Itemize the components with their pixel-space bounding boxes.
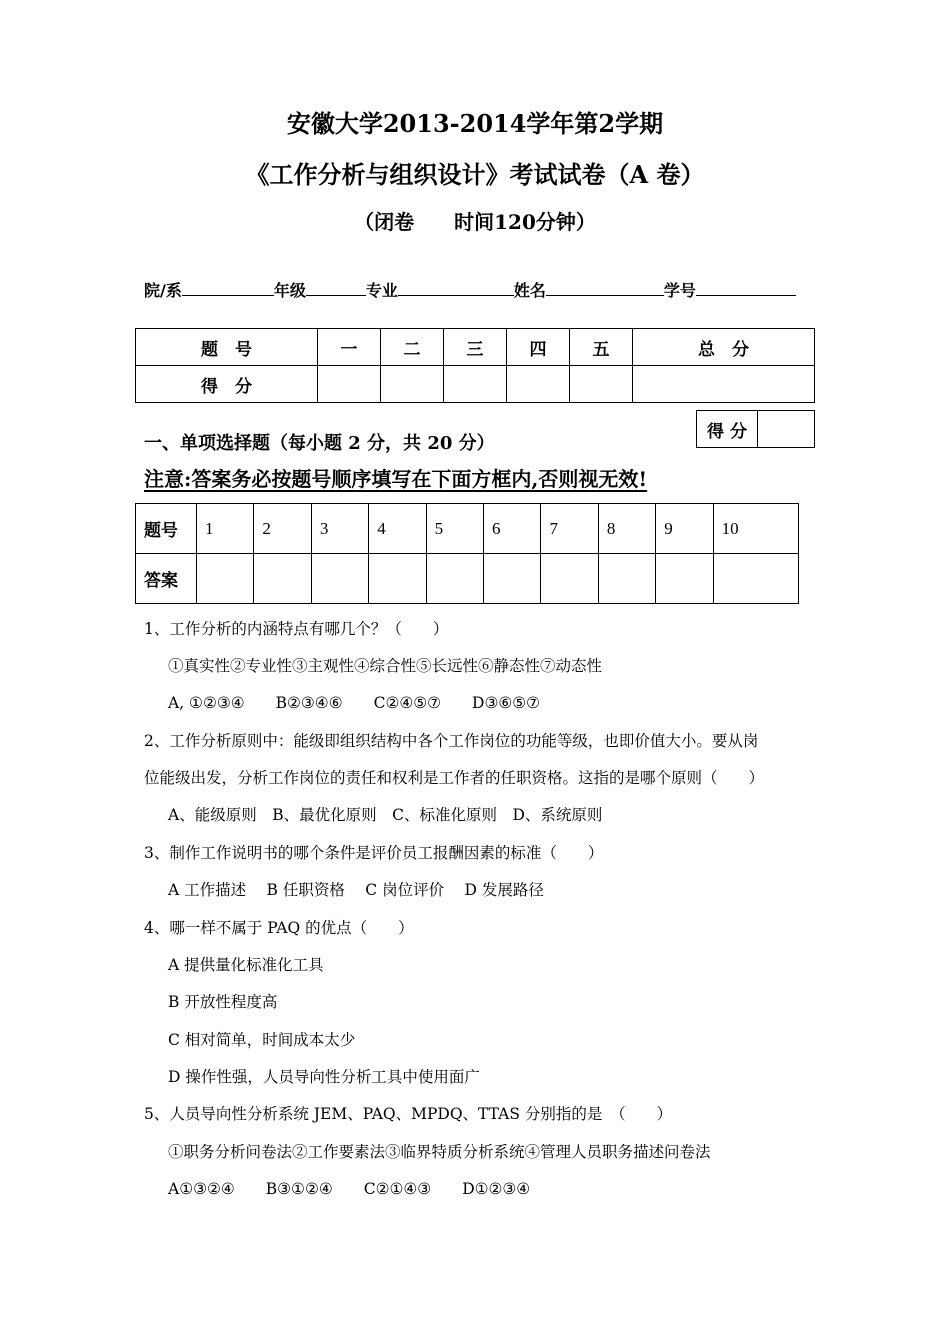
exam-title-course: 《工作分析与组织设计》考试试卷（A 卷） (245, 160, 705, 189)
answer-notice: 注意:答案务必按题号顺序填写在下面方框内,否则视无效! (144, 467, 648, 491)
question-5-options: A①③②④ B③①②④ C②①④③ D①②③④ (168, 1180, 531, 1198)
answer-cell[interactable] (713, 554, 798, 604)
student-info-row (144, 278, 796, 301)
section1-score-box (696, 410, 815, 448)
section1-score-label: 得 分 (697, 411, 758, 448)
score-cell[interactable] (507, 366, 570, 403)
answer-number-cell: 10 (713, 504, 798, 554)
question-1-stem: 1、工作分析的内涵特点有哪几个？（ ） (144, 620, 449, 638)
student-id-field[interactable] (696, 279, 796, 296)
answer-number-cell: 3 (311, 504, 368, 554)
question-4-stem: 4、哪一样不属于 PAQ 的优点（ ） (144, 919, 414, 937)
grade-label: 年级 (273, 281, 306, 300)
name-field[interactable] (546, 279, 664, 296)
question-5-stem: 5、人员导向性分析系统 JEM、PAQ、MPDQ、TTAS 分别指的是 （ ） (144, 1105, 673, 1123)
name-label: 姓名 (513, 281, 546, 300)
score-header-cell: 三 (444, 329, 507, 366)
answer-cell[interactable] (254, 554, 311, 604)
question-2-options: A、能级原则 B、最优化原则 C、标准化原则 D、系统原则 (168, 806, 603, 824)
question-4-option-a: A 提供量化标准化工具 (168, 956, 324, 974)
major-field[interactable] (398, 279, 514, 296)
score-table (135, 328, 815, 403)
score-header-cell: 二 (381, 329, 444, 366)
student-id-label: 学号 (663, 281, 696, 300)
answer-number-cell: 1 (197, 504, 254, 554)
answer-number-label: 题号 (136, 504, 197, 554)
score-header-cell: 一 (318, 329, 381, 366)
answer-number-cell: 6 (484, 504, 541, 554)
answer-table (135, 503, 799, 604)
answer-number-cell: 9 (656, 504, 713, 554)
question-1-detail: ①真实性②专业性③主观性④综合性⑤长远性⑥静态性⑦动态性 (168, 657, 603, 675)
answer-number-cell: 4 (369, 504, 426, 554)
question-4-option-c: C 相对简单，时间成本太少 (168, 1031, 356, 1049)
score-header-cell: 题 号 (136, 329, 318, 366)
answer-table-number-row (136, 504, 799, 554)
answer-table-answer-row (136, 554, 799, 604)
answer-number-cell: 5 (426, 504, 483, 554)
major-label: 专业 (365, 281, 398, 300)
answer-cell[interactable] (369, 554, 426, 604)
answer-cell[interactable] (197, 554, 254, 604)
dept-label: 院/系 (144, 281, 182, 300)
question-4-option-b: B 开放性程度高 (168, 993, 278, 1011)
answer-row-label: 答案 (136, 554, 197, 604)
score-cell[interactable] (570, 366, 633, 403)
section1-score-cell[interactable] (758, 411, 815, 448)
dept-field[interactable] (182, 279, 274, 296)
question-1-options: A, ①②③④ B②③④⑥ C②④⑤⑦ D③⑥⑤⑦ (168, 694, 541, 712)
section1-title: 一、单项选择题（每小题 2 分，共 20 分） (144, 433, 495, 454)
score-header-cell: 总 分 (633, 329, 815, 366)
score-cell[interactable] (633, 366, 815, 403)
question-2-stem-line1: 2、工作分析原则中：能级即组织结构中各个工作岗位的功能等级，也即价值大小。要从岗 (144, 732, 759, 750)
question-5-detail: ①职务分析问卷法②工作要素法③临界特质分析系统④管理人员职务描述问卷法 (168, 1143, 711, 1161)
question-3-stem: 3、制作工作说明书的哪个条件是评价员工报酬因素的标准（ ） (144, 844, 604, 862)
answer-number-cell: 7 (541, 504, 598, 554)
answer-cell[interactable] (541, 554, 598, 604)
answer-cell[interactable] (598, 554, 655, 604)
question-4-option-d: D 操作性强，人员导向性分析工具中使用面广 (168, 1068, 480, 1086)
exam-title-format: （闭卷 时间120分钟） (354, 210, 596, 234)
answer-cell[interactable] (426, 554, 483, 604)
score-table-header-row (136, 329, 815, 366)
score-table-score-row (136, 366, 815, 403)
question-3-options: A 工作描述 B 任职资格 C 岗位评价 D 发展路径 (168, 881, 544, 899)
score-header-cell: 四 (507, 329, 570, 366)
score-row-label: 得 分 (136, 366, 318, 403)
score-cell[interactable] (444, 366, 507, 403)
grade-field[interactable] (306, 279, 366, 296)
answer-cell[interactable] (311, 554, 368, 604)
answer-cell[interactable] (656, 554, 713, 604)
answer-number-cell: 2 (254, 504, 311, 554)
score-header-cell: 五 (570, 329, 633, 366)
score-cell[interactable] (381, 366, 444, 403)
answer-cell[interactable] (484, 554, 541, 604)
question-2-stem-line2: 位能级出发，分析工作岗位的责任和权利是工作者的任职资格。这指的是哪个原则（ ） (144, 769, 765, 787)
score-cell[interactable] (318, 366, 381, 403)
answer-number-cell: 8 (598, 504, 655, 554)
exam-title-university: 安徽大学2013-2014学年第2学期 (286, 109, 664, 138)
